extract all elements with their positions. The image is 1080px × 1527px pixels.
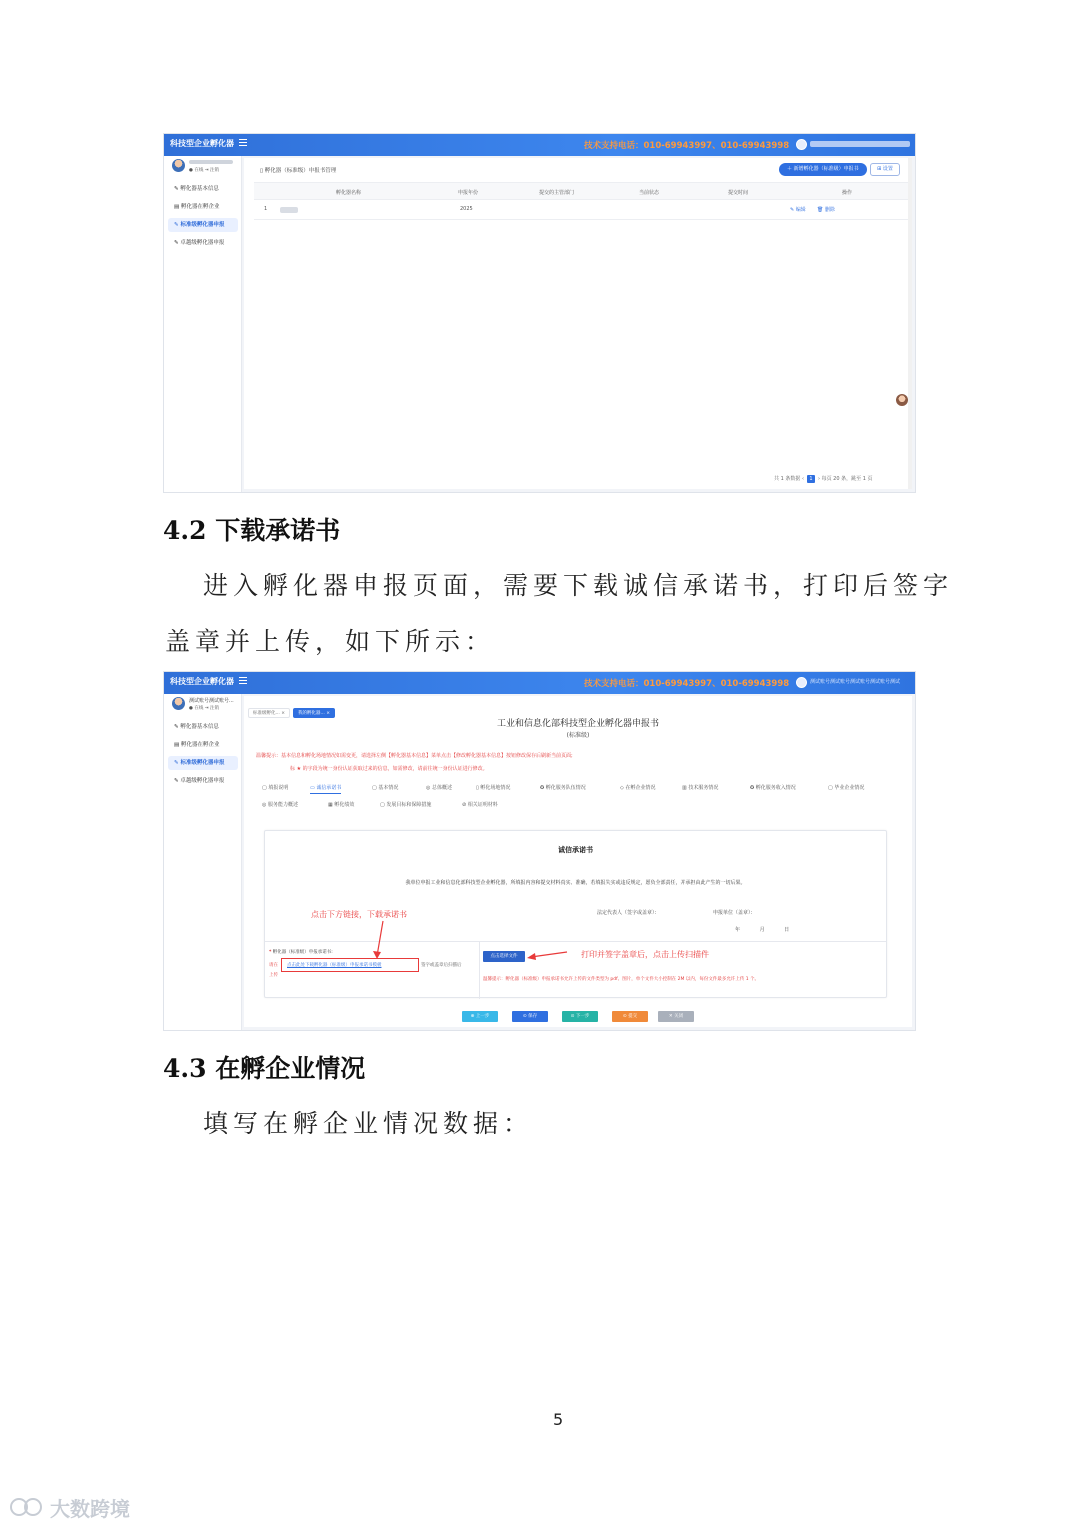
sidebar-item-standard-apply[interactable]: ✎ 标准级孵化器申报 [168,218,238,232]
screenshot-commitment-form [163,671,916,1031]
step-label: 服务能力概述 [267,802,298,808]
user-name-redacted [810,141,910,147]
annotation-download: 点击下方链接，下载承诺书 [311,910,407,919]
support-hotline: 技术支持电话：010-69943997、010-69943998 [584,141,790,151]
column-header: 当前状态 [639,190,660,196]
menu-icon[interactable] [239,139,247,146]
annotation-upload: 打印并签字盖章后，点击上传扫描件 [581,950,709,959]
sidebar-item-label: 卓越级孵化器申报 [180,778,225,784]
sidebar-item-label: 孵化器在孵企业 [180,204,220,210]
avatar [172,697,185,710]
form-subtitle: (标准级) [566,732,590,739]
user-avatar-icon[interactable] [796,139,807,150]
step-label: 孵化场地情况 [480,785,511,791]
screenshot-incubator-list [163,133,916,493]
close-button[interactable]: ✕ 关闭 [658,1011,694,1022]
step-service-team[interactable]: ✪ 孵化服务队伍情况 [540,785,586,791]
notice-line-1: 温馨提示：基本信息和孵化场地情况如需变更，请选择左侧【孵化器基本信息】菜单点击【修改孵化器基本信息】按钮修改保存后刷新当前页面; [256,753,573,759]
step-performance[interactable]: ▦ 孵化绩效 [328,802,355,808]
applicant-unit-label: 申报单位（盖章）： [713,910,756,916]
field-label-text: 孵化器（标准级）申报承诺书: [272,950,333,955]
form-title: 工业和信息化部科技型企业孵化器申报书 [496,719,659,729]
step-label: 孵化绩效 [334,802,355,808]
app-title: 科技型企业孵化器 [170,139,234,148]
page-tabs [248,699,338,716]
arrowhead-icon [527,953,536,960]
tab-my-incubator[interactable]: 我的孵化器... × [293,708,335,718]
step-label: 孵化服务队伍情况 [545,785,586,791]
panel-title: 诚信承诺书 [558,846,593,854]
submit-button[interactable]: ⊙ 提交 [612,1011,648,1022]
sidebar-item-label: 孵化器基本信息 [180,724,219,730]
arrow-to-upload-button [531,952,567,957]
main-content [244,158,912,489]
row-index: 1 [264,206,268,212]
watermark-text: 大数跨境 [50,1496,130,1521]
step-basic-info[interactable]: ▢ 基本情况 [372,785,399,791]
step-tech-service[interactable]: ▥ 技术服务情况 [682,785,719,791]
column-header: 提交时间 [728,190,749,196]
step-label: 发展目标和保障措施 [386,802,432,808]
paragraph-4-2-line2: 盖章并上传，如下所示： [165,627,496,656]
step-venue[interactable]: ▯ 孵化场地情况 [476,785,511,791]
step-service-income[interactable]: ✪ 孵化服务收入情况 [750,785,796,791]
sidebar-item-excellent-apply[interactable]: ✎ 卓越级孵化器申报 [174,240,225,246]
page-number: 5 [553,1410,564,1429]
user-status[interactable]: ● 在线 ⇥ 注销 [189,168,219,173]
column-header: 申报年份 [458,190,479,196]
page-title: ▯ 孵化器（标准级）申报书管理 [260,168,337,174]
column-header: 孵化器名称 [336,190,362,196]
next-step-button[interactable]: ⊙ 下一步 [562,1011,598,1022]
section-heading-4-2: 4.2 下载承诺书 [163,516,341,545]
sidebar-item-label: 孵化器基本信息 [180,186,219,192]
paragraph-4-2-line1: 进入孵化器申报页面，需要下载诚信承诺书，打印后签字 [203,571,954,600]
annotation-arrows [265,831,888,999]
upload-tip: 温馨提示：孵化器（标准级）申报承诺书允许上传的文件类型为 pdf、图片，单个文件大小控制在 2M 以内，每份文件最多允许上传 1 个。 [483,977,760,982]
section-heading-4-3: 4.3 在孵企业情况 [163,1054,366,1083]
support-hotline: 技术支持电话：010-69943997、010-69943998 [584,679,790,689]
app-topbar [164,134,915,156]
column-header: 操作 [842,190,853,196]
paragraph-4-3: 填写在孵企业情况数据： [203,1109,534,1138]
sidebar [164,694,242,1030]
menu-icon[interactable] [239,677,247,684]
avatar [172,159,185,172]
download-hint: 签字或盖章后扫描后 [421,963,462,968]
edit-link[interactable]: ✎ 编辑 [790,207,806,213]
user-name: 测试账号测试账号... [189,698,234,704]
download-template-link[interactable]: 点击此处下载孵化器（标准级）申报承诺书模板 [287,963,382,968]
legal-representative-label: 法定代表人（签字或盖章）： [597,910,660,916]
app-topbar [164,672,915,694]
step-label: 总体概述 [431,785,452,791]
row-year: 2025 [460,206,473,212]
sidebar [164,156,242,492]
sidebar-item-standard-apply[interactable]: ✎ 标准级孵化器申报 [168,756,238,770]
commitment-panel [264,830,887,998]
pagination-current-page[interactable]: 1 [807,475,815,483]
step-service-capacity[interactable]: ◎ 服务能力概述 [262,802,298,808]
step-fill-instructions[interactable]: ▢ 填报说明 [262,785,289,791]
step-overview[interactable]: ◎ 总体概述 [426,785,452,791]
prev-step-button[interactable]: ⊕ 上一步 [462,1011,498,1022]
scrollbar[interactable] [908,158,912,489]
sidebar-item-enterprises[interactable]: ▤ 孵化器在孵企业 [174,204,220,210]
step-commitment[interactable]: ▭ 诚信承诺书 [310,784,341,794]
top-user-name[interactable]: 测试账号测试账号测试账号测试账号测试 [810,679,901,685]
assistant-avatar-icon[interactable] [896,394,908,406]
save-button[interactable]: ⊙ 保存 [512,1011,548,1022]
step-label: 孵化服务收入情况 [755,785,796,791]
step-incubating-enterprises[interactable]: ◇ 在孵企业情况 [620,785,656,791]
step-label: 相关证明材料 [467,802,498,808]
arrowhead-icon [373,951,381,959]
step-proof-materials[interactable]: ⊘ 相关证明材料 [462,802,498,808]
sidebar-item-basic-info[interactable]: ✎ 孵化器基本信息 [174,186,219,192]
required-marker: * [269,950,272,955]
step-label: 毕业企业情况 [834,785,865,791]
pagination: 共 1 条数据 ‹ 1 › 每页 20 条，跳至 1 页 [774,476,873,482]
download-prefix: 请在 [269,963,278,968]
settings-button[interactable]: ⊞ 设置 [870,163,900,176]
pagination-per-page[interactable]: 每页 20 条，跳至 1 页 [821,476,873,482]
commitment-statement: 我单位申报工业和信息化部科技型企业孵化器，所填报内容和提交材料真实、准确，若填报失实或违反规定，愿负全部责任，并承担由此产生的一切后果。 [405,880,746,886]
step-label: 技术服务情况 [688,785,719,791]
table-header [254,182,910,200]
notice-line-2: 标 ★ 的字段为统一身份认证获取过来的信息，如需修改，请前往统一身份认证进行修改。 [290,766,488,772]
sidebar-item-label: 标准级孵化器申报 [180,222,225,228]
step-label: 填报说明 [268,785,289,791]
new-application-button[interactable]: ＋ 新增孵化器（标准级）申报书 [779,163,867,176]
arrow-to-download-link [377,921,383,956]
upload-prefix: 上传 [269,973,278,978]
delete-link[interactable]: 🗑 删除 [817,207,835,213]
tab-standard-incubator[interactable]: 标准级孵化... × [248,708,290,718]
watermark [10,1491,130,1523]
sidebar-item-enterprises[interactable]: ▤ 孵化器在孵企业 [174,742,220,748]
main-content [244,696,912,1027]
sidebar-item-basic-info[interactable]: ✎ 孵化器基本信息 [174,724,219,730]
column-header: 提交的主管部门 [539,190,575,196]
date-label: 年 月 日 [735,927,790,933]
user-status[interactable]: ● 在线 ⇥ 注销 [189,706,219,711]
step-development-goals[interactable]: ▢ 发展目标和保障措施 [380,802,432,808]
form-action-bar [462,1011,702,1023]
user-avatar-icon[interactable] [796,677,807,688]
incubator-name-redacted [280,207,298,213]
sidebar-item-excellent-apply[interactable]: ✎ 卓越级孵化器申报 [174,778,225,784]
step-label: 基本情况 [378,785,399,791]
choose-file-button[interactable]: 点击选择文件 [483,951,525,962]
watermark-logo-icon [10,1496,46,1518]
sidebar-item-label: 卓越级孵化器申报 [180,240,225,246]
sidebar-item-label: 标准级孵化器申报 [180,760,225,766]
table-row [254,200,910,220]
step-label: 诚信承诺书 [316,785,342,791]
step-graduated-enterprises[interactable]: ▢ 毕业企业情况 [828,785,865,791]
step-label: 在孵企业情况 [625,785,656,791]
user-name-redacted [189,160,233,164]
sidebar-item-label: 孵化器在孵企业 [180,742,220,748]
pagination-total: 共 1 条数据 [774,476,801,482]
app-title: 科技型企业孵化器 [170,677,234,686]
